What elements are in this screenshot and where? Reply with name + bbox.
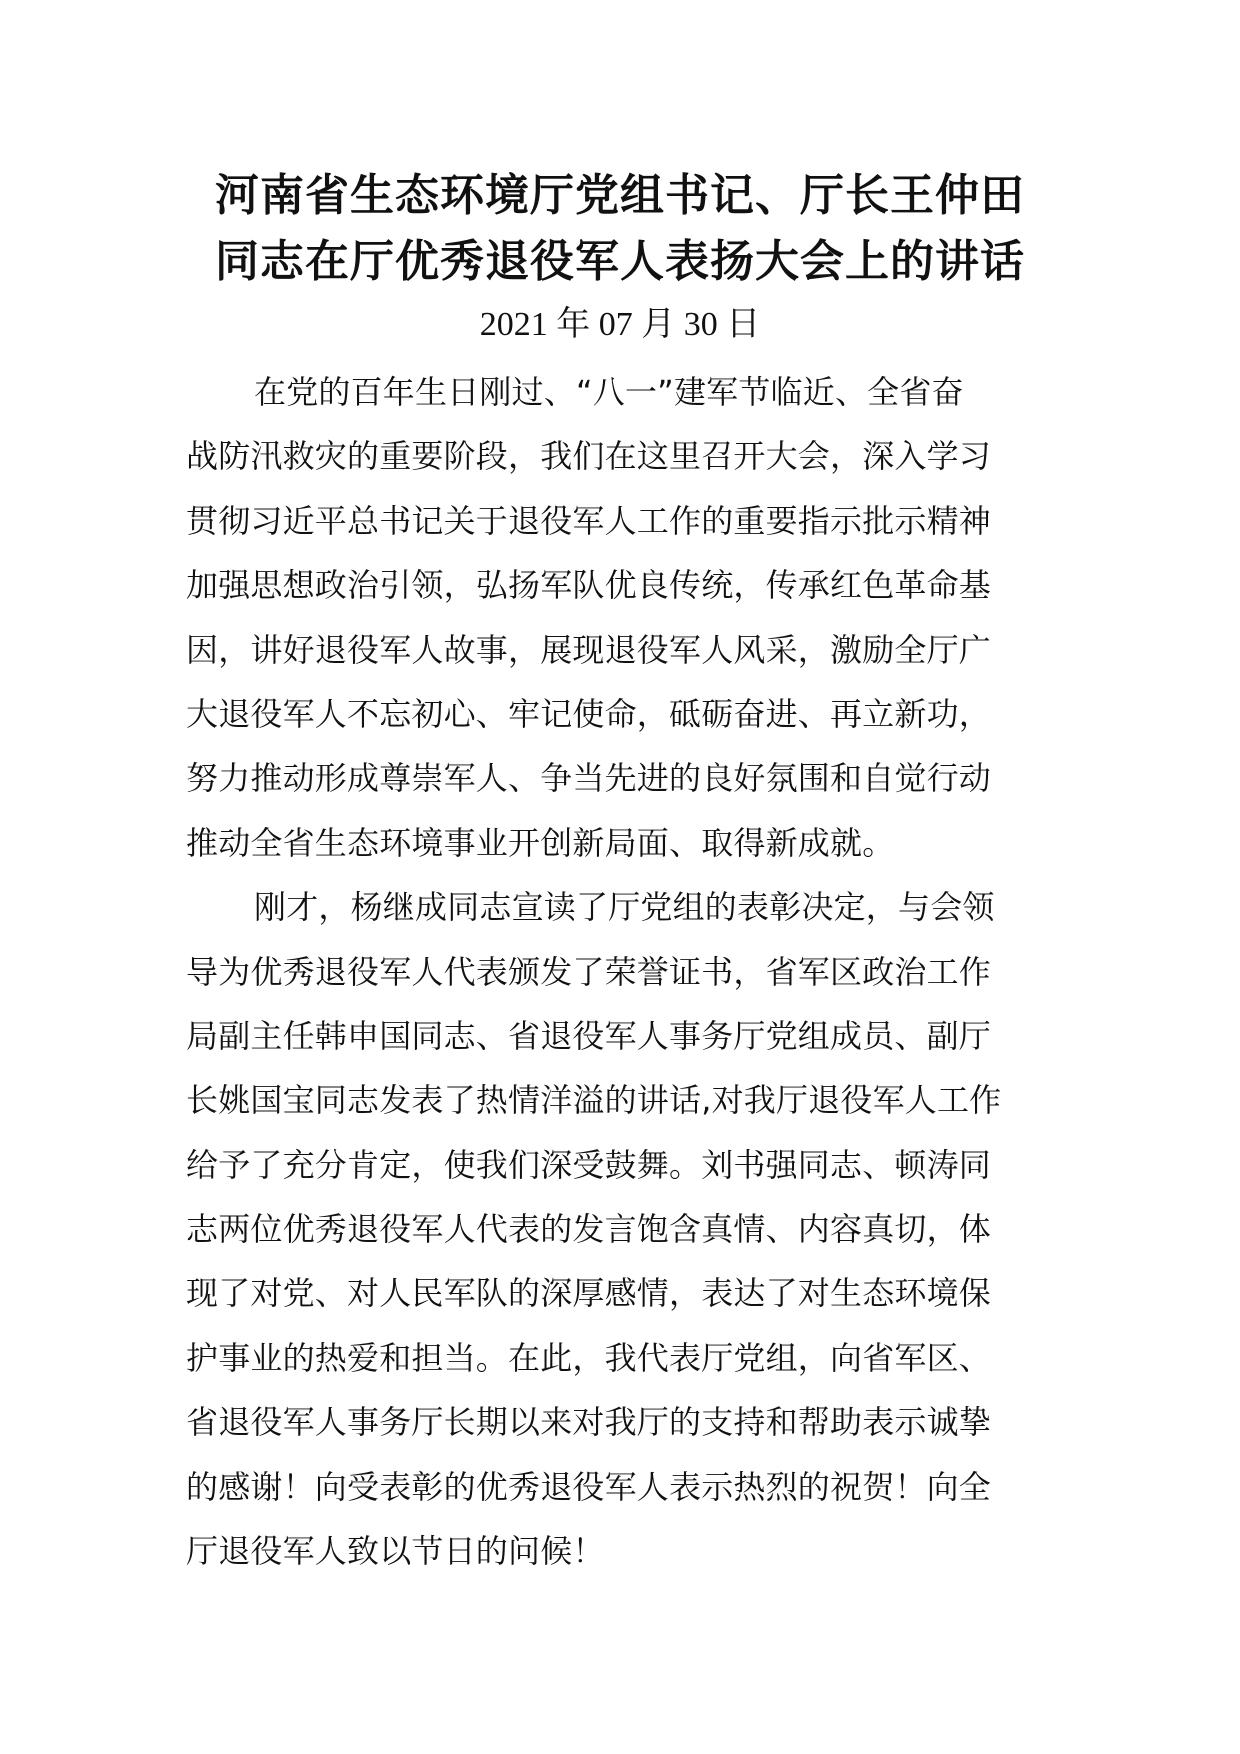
paragraph-line: 长姚国宝同志发表了热情洋溢的讲话,对我厅退役军人工作 [186,1081,1002,1120]
paragraph-line: 战防汛救灾的重要阶段，我们在这里召开大会，深入学习 [186,437,992,476]
document-title [150,163,1090,295]
paragraph-line: 在党的百年生日刚过、“八一”建军节临近、全省奋 [254,373,964,411]
paragraph-line: 志两位优秀退役军人代表的发言饱含真情、内容真切，体 [186,1210,992,1249]
paragraph-line: 努力推动形成尊崇军人、争当先进的良好氛围和自觉行动 [186,759,992,798]
paragraph-line: 导为优秀退役军人代表颁发了荣誉证书，省军区政治工作 [186,952,992,991]
paragraph-line: 刚才，杨继成同志宣读了厅党组的表彰决定，与会领 [254,888,995,927]
paragraph-line: 省退役军人事务厅长期以来对我厅的支持和帮助表示诚挚 [186,1403,992,1442]
paragraph-line: 给予了充分肯定，使我们深受鼓舞。刘书强同志、顿涛同 [186,1145,992,1184]
paragraph-line: 因，讲好退役军人故事，展现退役军人风采，激励全厅广 [186,630,992,669]
paragraph-line: 的感谢！向受表彰的优秀退役军人表示热烈的祝贺！向全 [186,1467,992,1506]
document-date: 2021 年 07 月 30 日 [479,306,761,343]
paragraph-line: 推动全省生态环境事业开创新局面、取得新成就。 [186,823,895,862]
paragraph-2 [186,875,1054,1583]
document-body [186,360,1054,1583]
title-line-1: 河南省生态环境厅党组书记、厅长王仲田 [215,170,1025,221]
paragraph-line: 局副主任韩申国同志、省退役军人事务厅党组成员、副厅 [186,1016,992,1055]
title-line-2: 同志在厅优秀退役军人表扬大会上的讲话 [215,236,1025,287]
paragraph-line: 贯彻习近平总书记关于退役军人工作的重要指示批示精神 [186,501,992,540]
paragraph-line: 加强思想政治引领，弘扬军队优良传统，传承红色革命基 [186,566,992,605]
paragraph-line: 厅退役军人致以节日的问候！ [186,1532,605,1571]
paragraph-line: 大退役军人不忘初心、牢记使命，砥砺奋进、再立新功， [186,694,992,733]
paragraph-1 [186,360,1054,875]
paragraph-line: 护事业的热爱和担当。在此，我代表厅党组，向省军区、 [186,1338,992,1377]
paragraph-line: 现了对党、对人民军队的深厚感情，表达了对生态环境保 [186,1274,992,1313]
